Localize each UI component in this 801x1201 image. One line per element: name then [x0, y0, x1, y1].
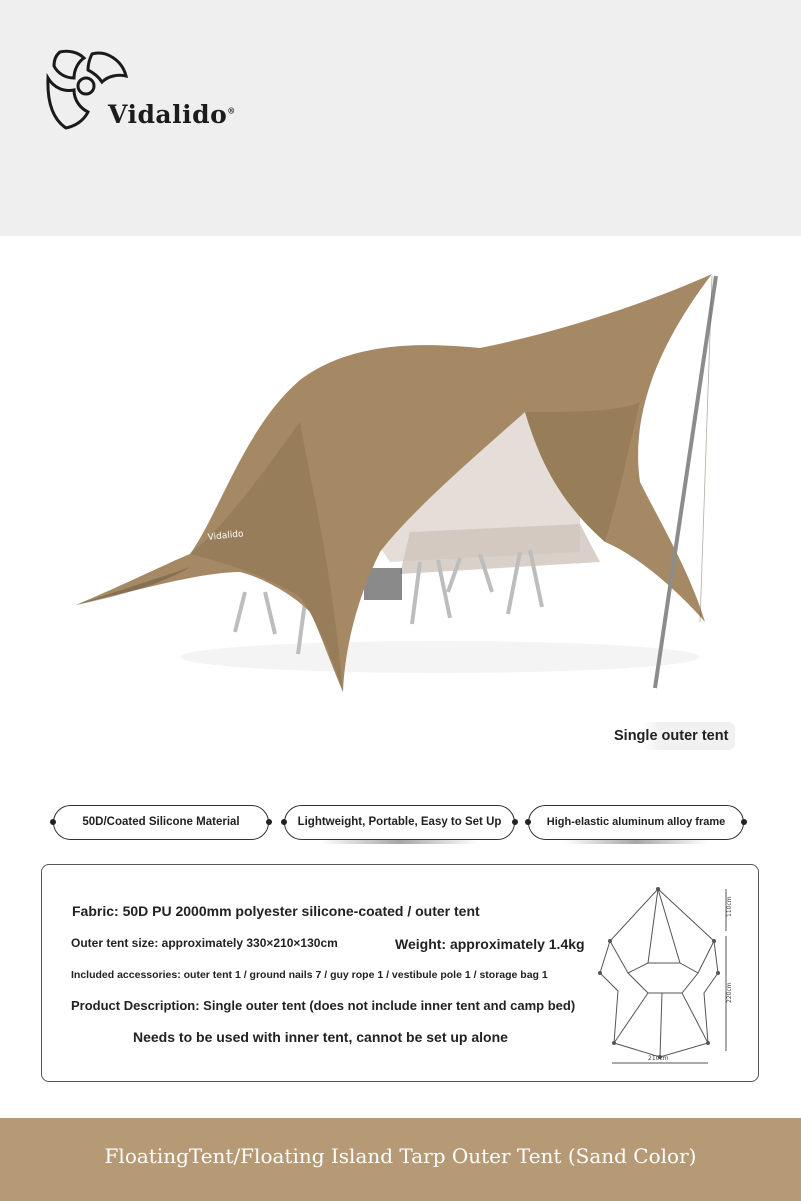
- bullet-dot-icon: [525, 819, 531, 825]
- bullet-dot-icon: [266, 819, 272, 825]
- tent-product-image: [60, 262, 750, 702]
- footer-banner: [0, 1118, 801, 1201]
- spec-weight: Weight: approximately 1.4kg: [395, 936, 585, 952]
- feature-pill-frame: [528, 805, 744, 840]
- brand-name: Vidalido®: [108, 100, 236, 129]
- dim-side-label: 220cm: [726, 982, 733, 1003]
- feature-label: 50D/Coated Silicone Material: [82, 816, 240, 828]
- spec-description: Product Description: Single outer tent (does not include inner tent and camp bed): [71, 998, 576, 1013]
- feature-label: Lightweight, Portable, Easy to Set Up: [297, 816, 502, 828]
- tent-dimension-diagram: [590, 881, 740, 1071]
- spec-box: [41, 864, 759, 1082]
- bullet-dot-icon: [281, 819, 287, 825]
- feature-pill-portable: [284, 805, 515, 840]
- product-caption: Single outer tent: [607, 722, 735, 750]
- feature-pill-material: [53, 805, 269, 840]
- spec-accessories: Included accessories: outer tent 1 / ground nails 7 / guy rope 1 / vestibule pole 1 / storage bag 1: [71, 969, 548, 981]
- spec-note: Needs to be used with inner tent, cannot be set up alone: [133, 1029, 508, 1045]
- bullet-dot-icon: [741, 819, 747, 825]
- dim-top-label: 110cm: [726, 896, 733, 917]
- bullet-dot-icon: [512, 819, 518, 825]
- spec-fabric: Fabric: 50D PU 2000mm polyester silicone-coated / outer tent: [72, 903, 480, 919]
- header-banner: [0, 0, 801, 236]
- tarp-logo-text: Vidalido: [207, 529, 245, 543]
- footer-title: FloatingTent/Floating Island Tarp Outer Tent (Sand Color): [104, 1144, 697, 1168]
- feature-label: High-elastic aluminum alloy frame: [546, 816, 726, 828]
- spec-size: Outer tent size: approximately 330×210×130cm: [71, 936, 338, 950]
- bullet-dot-icon: [50, 819, 56, 825]
- dim-bottom-label: 210cm: [648, 1055, 669, 1062]
